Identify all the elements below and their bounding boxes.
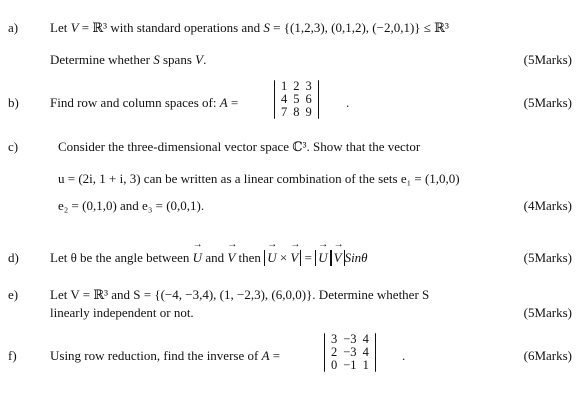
label-e: e) bbox=[8, 287, 19, 302]
question-c-line3: e₂ = (0,1,0) and e₃ = (0,0,1). bbox=[58, 198, 205, 213]
marks-b: (5Marks) bbox=[523, 95, 572, 110]
matrix-a-f: 3 −3 4 2 −3 4 0 −1 1 bbox=[324, 333, 376, 372]
question-e-line2: linearly independent or not. bbox=[50, 305, 194, 320]
marks-c: (4Marks) bbox=[523, 198, 572, 213]
marks-f: (6Marks) bbox=[523, 348, 572, 363]
label-a: a) bbox=[8, 20, 19, 35]
marks-d: (5Marks) bbox=[523, 250, 572, 265]
question-a-line1: Let V = ℝ³ with standard operations and S = {(1,2,3), (0,1,2), (−2,0,1)} ≤ ℝ³ bbox=[50, 20, 449, 35]
matrix-a-b: 1 2 3 4 5 6 7 8 9 bbox=[274, 80, 319, 119]
label-f: f) bbox=[8, 348, 17, 363]
marks-e: (5Marks) bbox=[523, 305, 572, 320]
question-d-text: Let θ be the angle between U → and V → then U → × V → = U → V → Sinθ bbox=[50, 250, 368, 266]
question-c-line1: Consider the three-dimensional vector space ℂ³. Show that the vector bbox=[58, 139, 421, 154]
question-e-line1: Let V = ℝ³ and S = {(−4, −3,4), (1, −2,3), (6,0,0)}. Determine whether S bbox=[50, 287, 430, 302]
question-b-text: Find row and column spaces of: A = bbox=[50, 95, 239, 110]
marks-a: (5Marks) bbox=[523, 52, 572, 67]
label-c: c) bbox=[8, 139, 19, 154]
question-f-text: Using row reduction, find the inverse of A = bbox=[50, 348, 281, 363]
label-d: d) bbox=[8, 250, 19, 265]
question-c-line2: u = (2i, 1 + i, 3) can be written as a linear combination of the sets e₁ = (1,0,0) bbox=[58, 171, 460, 186]
label-b: b) bbox=[8, 95, 19, 110]
question-a-line2: Determine whether S spans V. bbox=[50, 52, 207, 67]
